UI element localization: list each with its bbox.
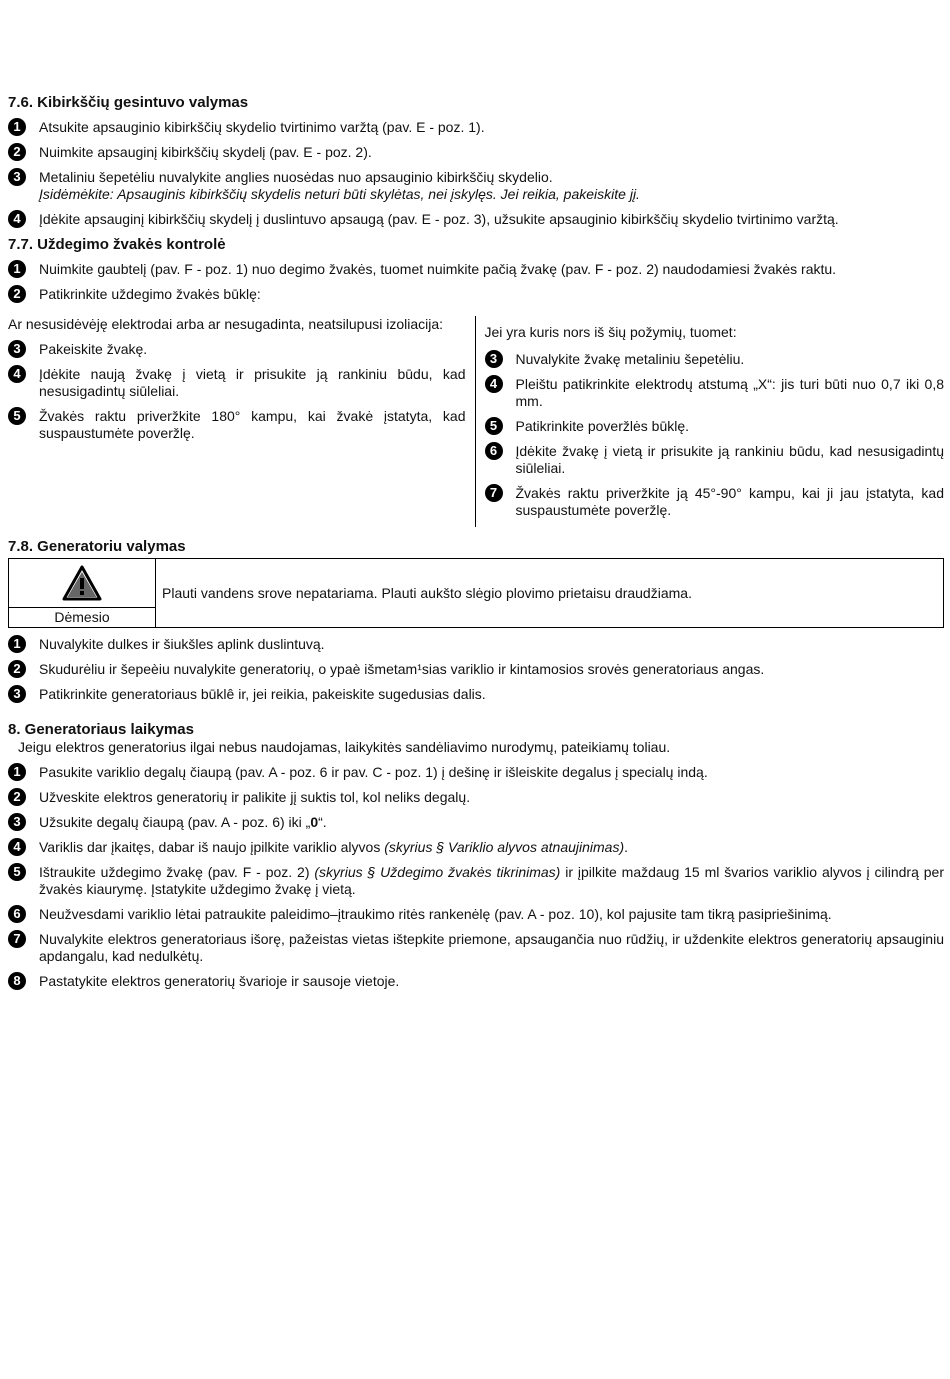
two-column-table [8,316,944,527]
step-text: Žvakės raktu priveržkite 180° kampu, kai žvakė įstatyta, kad suspaustumėte poveržlę. [39,408,466,441]
step-item [485,418,945,435]
step-text: Metaliniu šepetėliu nuvalykite anglies nuosėdas nuo apsauginio kibirkščių skydelio. [39,169,553,185]
step-number: 6 [485,442,503,460]
section-lead: Jeigu elektros generatorius ilgai nebus naudojamas, laikykitės sandėliavimo nurodymų, pateikiamų toliau. [18,739,671,755]
step-item [8,864,944,898]
step-number: 5 [485,417,503,435]
section-title: 7.8. Generatoriu valymas [8,538,186,555]
step-text: Pakeiskite žvakę. [39,341,148,357]
step-item [8,169,944,203]
step-number: 2 [8,660,26,678]
step-number: 3 [8,685,26,703]
section-title: 7.7. Uždegimo žvakės kontrolė [8,236,226,253]
section-spark-arrester-cleaning [8,94,944,228]
step-text: Nuimkite gaubtelį (pav. F - poz. 1) nuo degimo žvakės, tuomet nuimkite pačią žvakę (pav. F - poz. 2) naudodamiesi žvakės raktu. [39,261,837,277]
step-item [8,686,944,703]
step-text-italic: (skyrius § Variklio alyvos atnaujinimas) [384,839,625,855]
step-number: 3 [8,168,26,186]
step-text: Patikrinkite generatoriaus būklê ir, jei reikia, pakeiskite sugedusias dalis. [39,686,486,702]
step-text: ir įpilkite maždaug 15 ml švarios variklio alyvos į cilindrą per žvakės kiaurymę. Įstatykite uždegimo žvakę į vietą. [39,864,944,897]
step-text: Patikrinkite uždegimo žvakės būklę: [39,286,261,302]
step-number: 4 [485,375,503,393]
step-text: “. [318,814,327,830]
step-number: 3 [8,813,26,831]
warning-icon-cell [9,559,156,627]
step-text: Užveskite elektros generatorių ir palikite jį suktis tol, kol neliks degalų. [39,789,471,805]
warning-label: Dėmesio [9,607,155,627]
step-text: Skudurėliu ir šepeèiu nuvalykite generatorių, o ypaè išmetam¹sias variklio ir kintamosios srovės generatoriaus angas. [39,661,765,677]
step-item [8,408,466,442]
step-text: Pasukite variklio degalų čiaupą (pav. A - poz. 6 ir pav. C - poz. 1) į dešinę ir išleiskite degalus į specialų indą. [39,764,708,780]
step-number: 5 [8,863,26,881]
step-item [8,366,466,400]
left-column [8,316,475,527]
step-text: Pastatykite elektros generatorių švarioje ir sausoje vietoje. [39,973,400,989]
section-generator-cleaning [8,538,944,703]
step-text: Patikrinkite poveržlės būklę. [515,418,690,434]
step-item [485,485,945,519]
step-number: 6 [8,905,26,923]
step-item [8,211,944,228]
step-item [485,351,945,368]
step-text: Atsukite apsauginio kibirkščių skydelio tvirtinimo varžtą (pav. E - poz. 1). [39,119,485,135]
step-text: Nuvalykite žvakę metaliniu šepetėliu. [515,351,745,367]
step-item [8,261,944,278]
step-item [8,286,944,303]
step-number: 4 [8,210,26,228]
section-spark-plug-check [8,236,944,527]
step-number: 2 [8,285,26,303]
step-number: 8 [8,972,26,990]
step-number: 3 [485,350,503,368]
step-item [8,661,944,678]
section-title: 7.6. Kibirkščių gesintuvo valymas [8,94,249,111]
manual-page [8,94,944,998]
step-number: 2 [8,788,26,806]
step-text: Nuvalykite dulkes ir šiukšles aplink duslintuvą. [39,636,325,652]
warning-text: Plauti vandens srove nepatariama. Plauti aukšto slėgio plovimo prietaisu draudžiama. [162,584,692,601]
step-number: 7 [485,484,503,502]
step-text: Įdėkite apsauginį kibirkščių skydelį į duslintuvo apsaugą (pav. E - poz. 3), užsukite apsauginio kibirkščių skydelio tvirtinimo varžtą. [39,211,839,227]
step-text: Ištraukite uždegimo žvakę (pav. F - poz. 2) [39,864,315,880]
step-item [8,931,944,965]
section-storage [8,721,944,990]
step-text: Nuvalykite elektros generatoriaus išorę, pažeistas vietas ištepkite priemone, apsaugančia nuo rūdžių, ir uždenkite elektros generatorių apsauginiu apdangalu, kad nedulkėtų. [39,931,944,964]
warning-triangle-icon [62,559,102,607]
step-item [8,119,944,136]
step-number: 5 [8,407,26,425]
step-item [8,636,944,653]
step-text: Neužvesdami variklio lėtai patraukite paleidimo–įtraukimo ritės rankenėlę (pav. A - poz. 10), kol pajusite tam tikrą pasipriešinimą. [39,906,832,922]
right-column [475,316,945,527]
step-text: Įdėkite žvakę į vietą ir prisukite ją rankiniu būdu, kad nesusigadintų siūleliai. [515,443,944,476]
step-note: Įsidėmėkite: Apsauginis kibirkščių skydelis neturi būti skylėtas, nei įskylęs. Jei reikia, pakeiskite jį. [39,186,640,202]
step-number: 4 [8,838,26,856]
step-item [8,789,944,806]
step-text-italic: (skyrius § Uždegimo žvakės tikrinimas) [314,864,561,880]
step-text: Variklis dar įkaitęs, dabar iš naujo įpilkite variklio alyvos [39,839,385,855]
step-item [8,973,944,990]
step-number: 2 [8,143,26,161]
section-title: 8. Generatoriaus laikymas [8,721,194,738]
step-text: . [624,839,629,855]
column-intro: Ar nesusidėvėję elektrodai arba ar nesugadinta, neatsilupusi izoliacija: [8,316,444,332]
step-item [8,341,466,358]
step-text: Įdėkite naują žvakę į vietą ir prisukite ją rankiniu būdu, kad nesusigadintų siūleliai. [39,366,466,399]
step-item [8,906,944,923]
step-text: Užsukite degalų čiaupą (pav. A - poz. 6) iki „ [39,814,311,830]
step-number: 1 [8,118,26,136]
step-item [8,764,944,781]
column-intro: Jei yra kuris nors iš šių požymių, tuomet: [484,324,737,340]
warning-box [8,558,944,628]
step-number: 1 [8,260,26,278]
step-item [485,443,945,477]
step-number: 1 [8,763,26,781]
step-item [8,839,944,856]
step-item [8,144,944,161]
step-text-bold: 0 [310,814,319,830]
step-text: Pleištu patikrinkite elektrodų atstumą „X“: jis turi būti nuo 0,7 iki 0,8 mm. [515,376,944,409]
step-text: Žvakės raktu priveržkite ją 45°-90° kampu, kai ji jau įstatyta, kad suspaustumėte poveržlę. [515,485,944,518]
step-number: 4 [8,365,26,383]
step-item [485,376,945,410]
step-number: 1 [8,635,26,653]
step-number: 3 [8,340,26,358]
step-text: Nuimkite apsauginį kibirkščių skydelį (pav. E - poz. 2). [39,144,372,160]
step-number: 7 [8,930,26,948]
step-item [8,814,944,831]
